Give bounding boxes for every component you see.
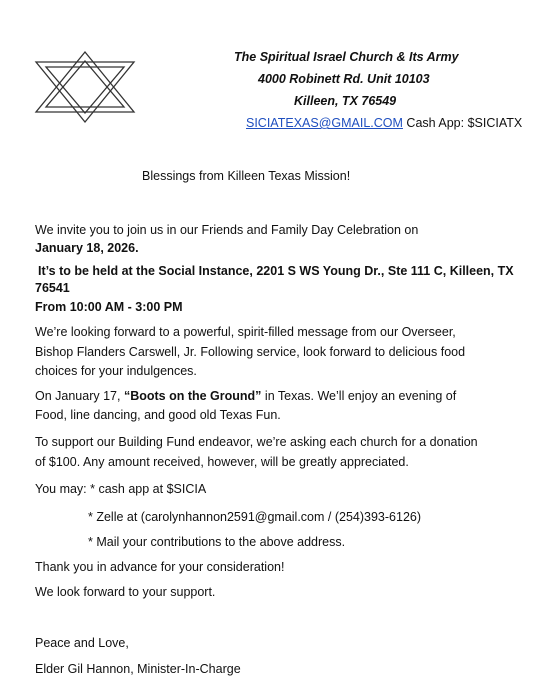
boots-prefix: On January 17,: [35, 389, 124, 403]
address-line-2: Killeen, TX 76549: [294, 94, 397, 108]
email-link[interactable]: SICIATEXAS@GMAIL.COM: [246, 116, 403, 130]
boots-title: “Boots on the Ground”: [123, 389, 262, 403]
signature-text: Elder Gil Hannon, Minister-In-Charge: [35, 662, 241, 676]
address-line-1: 4000 Robinett Rd. Unit 10103: [258, 72, 430, 86]
event-date: January 18, 2026.: [35, 241, 139, 255]
zelle-text: * Zelle at (carolynhannon2591@gmail.com / (254)393-6126): [88, 510, 422, 524]
message-line-3: choices for your indulgences.: [35, 364, 197, 378]
you-may-text: You may: * cash app at $SICIA: [35, 482, 207, 496]
thanks-text: Thank you in advance for your consideration!: [35, 560, 285, 574]
message-line-1: We’re looking forward to a powerful, spirit-filled message from our Overseer,: [35, 325, 456, 339]
greeting: Blessings from Killeen Texas Mission!: [142, 169, 351, 183]
invite-text: We invite you to join us in our Friends and Family Day Celebration on: [35, 223, 419, 237]
boots-line-2: Food, line dancing, and good old Texas Fun.: [35, 408, 281, 422]
cash-app-handle: Cash App: $SICIATX: [406, 116, 523, 130]
event-location-line-2: 76541: [35, 281, 70, 295]
boots-suffix: in Texas. We’ll enjoy an evening of: [261, 389, 457, 403]
event-location-line-1: It’s to be held at the Social Instance, 2201 S WS Young Dr., Ste 111 C, Killeen, TX: [38, 264, 514, 278]
event-time: From 10:00 AM - 3:00 PM: [35, 300, 183, 314]
contact-line: [246, 116, 522, 130]
fund-line-1: To support our Building Fund endeavor, we’re asking each church for a donation: [35, 435, 478, 449]
message-line-2: Bishop Flanders Carswell, Jr. Following service, look forward to delicious food: [35, 345, 466, 359]
fund-line-2: of $100. Any amount received, however, will be greatly appreciated.: [35, 455, 409, 469]
org-name: The Spiritual Israel Church & Its Army: [234, 50, 459, 64]
look-forward-text: We look forward to your support.: [35, 585, 216, 599]
closing-text: Peace and Love,: [35, 636, 129, 650]
mail-text: * Mail your contributions to the above address.: [88, 535, 346, 549]
boots-line-1: [35, 387, 525, 406]
star-of-david-icon: [30, 48, 140, 126]
